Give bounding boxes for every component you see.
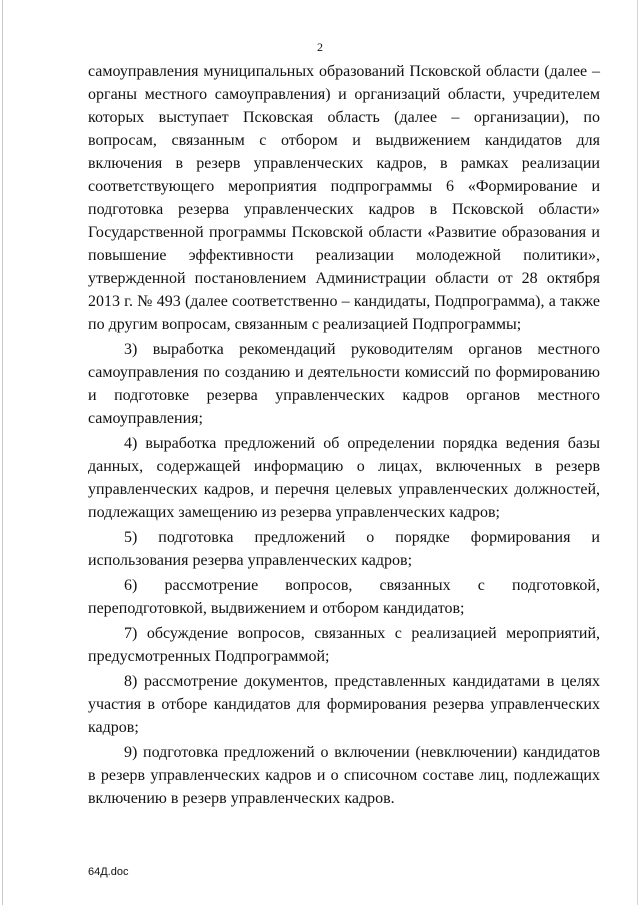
page-number: 2 — [317, 40, 323, 54]
page-right-edge — [637, 0, 638, 905]
paragraph-item-9: 9) подготовка предложений о включении (невключении) кандидатов в резерв управленческих кадров и о списочном составе лиц, подлежащих включению в резерв управленческих кадров. — [88, 744, 600, 807]
paragraph-continuation: самоуправления муниципальных образований Псковской области (далее – органы местного самоуправления) и организаций области, учредителем которых выступает Псковская область (далее – организации), по вопросам, связанным с отбором и выдвижением кандидатов для включения в резерв управленческих кадров, в рамках реализации соответствующего мероприятия подпрограммы 6 «Формирование и подготовка резерва управленческих кадров в Псковской области» Государственной программы Псковской области «Развитие образования и повышение эффективности реализации молодежной политики», утвержденной постановлением Администрации области от 28 октября 2013 г. № 493 (далее соответственно – кандидаты, Подпрограмма), а также по другим вопросам, связанным с реализацией Подпрограммы; — [88, 63, 600, 333]
document-body — [88, 60, 600, 812]
paragraph-item-7: 7) обсуждение вопросов, связанных с реализацией мероприятий, предусмотренных Подпрограммой; — [88, 625, 600, 665]
paragraph-item-4: 4) выработка предложений об определении порядка ведения базы данных, содержащей информацию о лицах, включенных в резерв управленческих кадров, и перечня целевых управленческих должностей, подлежащих замещению из резерва управленческих кадров; — [88, 435, 600, 521]
paragraph-item-5: 5) подготовка предложений о порядке формирования и использования резерва управленческих кадров; — [88, 529, 600, 569]
paragraph-item-8: 8) рассмотрение документов, представленных кандидатами в целях участия в отборе кандидатов для формирования резерва управленческих кадров; — [88, 673, 600, 736]
document-filename-footer: 64Д.doc — [88, 866, 129, 878]
page-left-edge — [2, 0, 3, 905]
paragraph-item-6: 6) рассмотрение вопросов, связанных с подготовкой, переподготовкой, выдвижением и отбором кандидатов; — [88, 577, 600, 617]
paragraph-item-3: 3) выработка рекомендаций руководителям органов местного самоуправления по созданию и деятельности комиссий по формированию и подготовке резерва управленческих кадров органов местного самоуправления; — [88, 341, 600, 427]
